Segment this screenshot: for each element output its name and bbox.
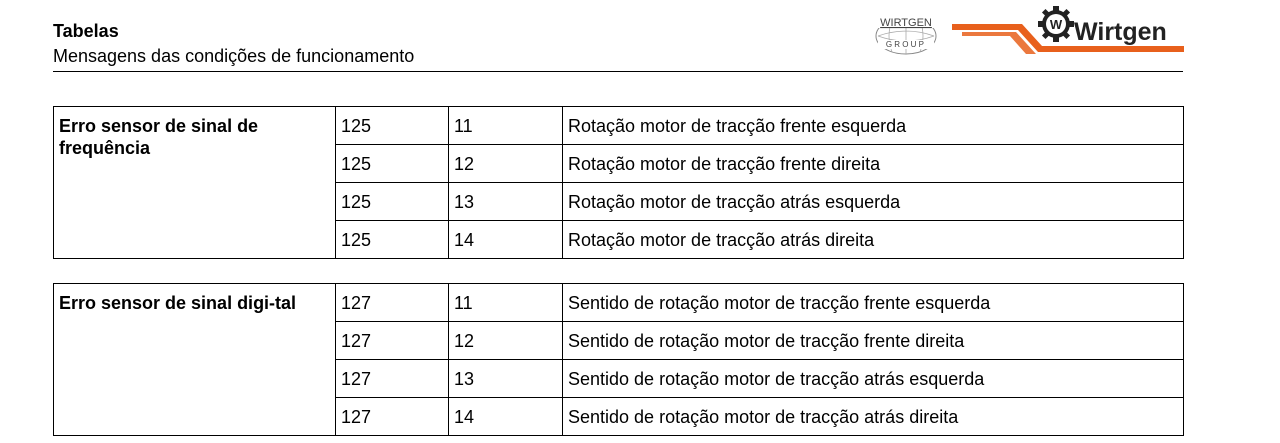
- code-cell: 127: [336, 398, 449, 436]
- code-cell: 127: [336, 360, 449, 398]
- code-cell: 125: [336, 221, 449, 259]
- code-cell: 127: [336, 284, 449, 322]
- page-subtitle: Mensagens das condições de funcionamento: [53, 46, 415, 66]
- frequency-sensor-error-table: [53, 106, 1184, 259]
- header-divider: [53, 71, 1183, 72]
- wirtgen-brand-logo: [952, 4, 1184, 54]
- category-cell: Erro sensor de sinal de frequência: [54, 107, 336, 259]
- brand-mark: W: [1049, 17, 1063, 32]
- brand-gear-icon: [1038, 6, 1074, 42]
- category-cell: Erro sensor de sinal digi-tal: [54, 284, 336, 436]
- description-cell: Sentido de rotação motor de tracção frente direita: [563, 322, 1184, 360]
- sub-code-cell: 12: [449, 145, 563, 183]
- description-cell: Sentido de rotação motor de tracção frente esquerda: [563, 284, 1184, 322]
- code-cell: 125: [336, 145, 449, 183]
- sub-code-cell: 11: [449, 284, 563, 322]
- sub-code-cell: 11: [449, 107, 563, 145]
- table-row: [54, 284, 1184, 322]
- sub-code-cell: 14: [449, 398, 563, 436]
- sub-code-cell: 13: [449, 360, 563, 398]
- sub-code-cell: 12: [449, 322, 563, 360]
- sub-code-cell: 14: [449, 221, 563, 259]
- code-cell: 127: [336, 322, 449, 360]
- description-cell: Rotação motor de tracção atrás direita: [563, 221, 1184, 259]
- description-cell: Rotação motor de tracção atrás esquerda: [563, 183, 1184, 221]
- group-logo-line2: GROUP: [885, 40, 927, 49]
- code-cell: 125: [336, 183, 449, 221]
- description-cell: Rotação motor de tracção frente direita: [563, 145, 1184, 183]
- sub-code-cell: 13: [449, 183, 563, 221]
- digital-sensor-error-table: [53, 283, 1184, 436]
- table-row: [54, 107, 1184, 145]
- wirtgen-group-logo: [872, 12, 940, 56]
- code-cell: 125: [336, 107, 449, 145]
- page-title: Tabelas: [53, 21, 119, 41]
- brand-name: Wirtgen: [1074, 18, 1167, 46]
- description-cell: Sentido de rotação motor de tracção atrás direita: [563, 398, 1184, 436]
- description-cell: Rotação motor de tracção frente esquerda: [563, 107, 1184, 145]
- group-logo-line1: WIRTGEN: [880, 17, 932, 29]
- description-cell: Sentido de rotação motor de tracção atrás esquerda: [563, 360, 1184, 398]
